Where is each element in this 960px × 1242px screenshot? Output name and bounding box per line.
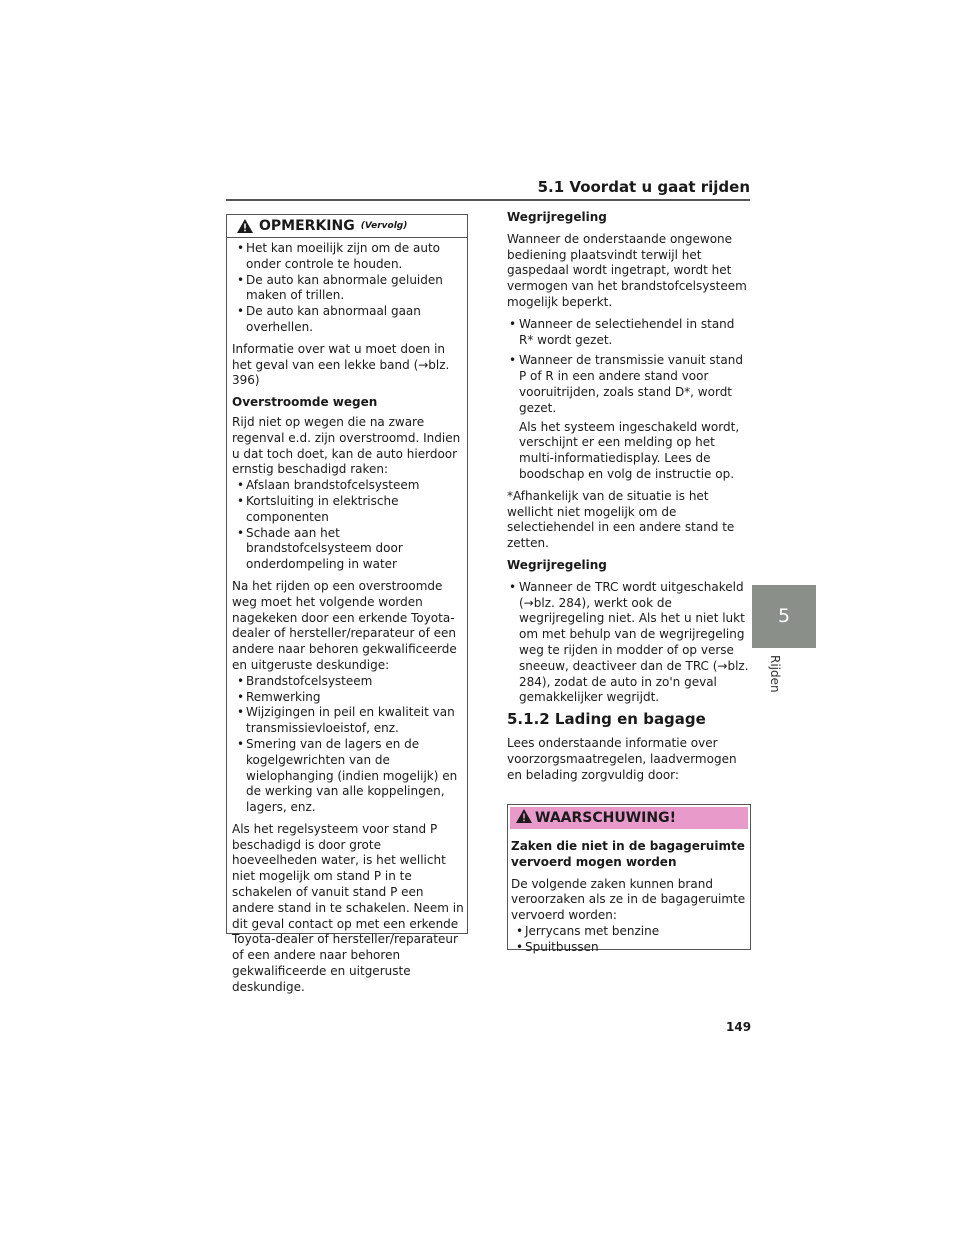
subheading: Wegrijregeling (507, 557, 607, 572)
notice-paragraph: Als het regelsysteem voor stand P beschadigd is door grote hoeveelheden water, is het wellicht niet mogelijk om stand P in te schakelen of vanuit stand P een andere stand in te schakelen. Neem in dit geval contact op met een erkende Toyota-dealer of hersteller/reparateur of een andere naar behoren gekwalificeerde en uitgeruste deskundige. (232, 821, 464, 994)
notice-title: OPMERKING (259, 218, 355, 234)
subheading: Wegrijregeling (507, 210, 607, 224)
paragraph: Als het systeem ingeschakeld wordt, verschijnt er een melding op het multi-informatiedisplay. Lees de boodschap en volg de instructie op. (519, 419, 740, 481)
notice-paragraph: Informatie over wat u moet doen in het geval van een lekke band (→blz. 396) (232, 341, 450, 388)
chapter-tab: 5 (752, 585, 816, 648)
warning-box (507, 804, 751, 954)
list-item: • Wanneer de selectiehendel in stand R* wordt gezet. (507, 317, 751, 349)
list-item: • Brandstofcelsysteem (232, 674, 464, 690)
paragraph: Lees onderstaande informatie over voorzorgsmaatregelen, laadvermogen en belading zorgvuldig door: (507, 735, 737, 782)
warning-triangle-icon (516, 809, 532, 827)
section-heading: 5.1.2 Lading en bagage (507, 710, 706, 729)
warning-bullets (511, 924, 747, 956)
list-item: • Schade aan het brandstofcelsysteem door onderdompeling in water (232, 526, 464, 573)
header-divider (226, 199, 750, 201)
list-item: • De auto kan abnormaal gaan overhellen. (232, 304, 464, 336)
list-item: • Afslaan brandstofcelsysteem (232, 478, 464, 494)
notice-bullets-1 (232, 241, 464, 336)
list-item: • Wanneer de TRC wordt uitgeschakeld (→blz. 284), werkt ook de wegrijregeling niet. Als het u niet lukt om met behulp van de wegrijregeling weg te rijden in modder of op verse sneeuw, deactiveer dan de TRC (→blz. 284), zodat de auto in zo'n geval gemakkelijker wegrijdt. (507, 580, 751, 706)
list-item: • Het kan moeilijk zijn om de auto onder controle te houden. (232, 241, 464, 273)
bullet-list (507, 580, 751, 706)
right-column (507, 210, 751, 789)
notice-paragraph: Rijd niet op wegen die na zware regenval e.d. zijn overstroomd. Indien u dat toch doet, kan de auto hierdoor ernstig beschadigd raken: (232, 414, 461, 477)
warning-triangle-icon (237, 219, 253, 237)
page-number: 149 (726, 1020, 752, 1034)
warning-heading: Zaken die niet in de bagageruimte vervoerd mogen worden (511, 839, 745, 869)
warning-paragraph: De volgende zaken kunnen brand veroorzaken als ze in de bagageruimte vervoerd worden: (511, 876, 746, 923)
notice-paragraph: Na het rijden op een overstroomde weg moet het volgende worden nagekeken door een erkende Toyota-dealer of hersteller/reparateur of een andere naar behoren gekwalificeerde en uitgeruste deskundige: (232, 578, 457, 672)
bullet-list (507, 317, 751, 417)
notice-bullets-2 (232, 478, 464, 573)
list-item: • Wanneer de transmissie vanuit stand P of R in een andere stand voor vooruitrijden, zoals stand D*, wordt gezet. (507, 353, 751, 416)
list-item: • Kortsluiting in elektrische componenten (232, 494, 464, 526)
warning-header (510, 807, 748, 829)
chapter-label: Rijden (768, 655, 782, 693)
list-item: • Remwerking (232, 690, 464, 706)
footnote: *Afhankelijk van de situatie is het wellicht niet mogelijk om de selectiehendel in een andere stand te zetten. (507, 488, 735, 551)
list-item: • Wijzigingen in peil en kwaliteit van transmissievloeistof, enz. (232, 705, 464, 737)
notice-header (227, 215, 467, 238)
list-item: • Spuitbussen (511, 940, 747, 956)
list-item: • Jerrycans met benzine (511, 924, 747, 940)
notice-subtitle: (Vervolg) (360, 221, 408, 231)
section-header-title: 5.1 Voordat u gaat rijden (537, 178, 750, 196)
notice-bullets-3 (232, 674, 464, 816)
paragraph: Wanneer de onderstaande ongewone bediening plaatsvindt terwijl het gaspedaal wordt ingetrapt, wordt het vermogen van het brandstofcelsysteem mogelijk beperkt. (507, 231, 747, 309)
list-item: • Smering van de lagers en de kogelgewrichten van de wielophanging (indien mogelijk) en de werking van alle koppelingen, lagers, enz. (232, 737, 464, 816)
notice-box (226, 214, 468, 994)
list-item: • De auto kan abnormale geluiden maken of trillen. (232, 273, 464, 305)
warning-title: WAARSCHUWING! (535, 810, 676, 826)
notice-heading: Overstroomde wegen (232, 395, 378, 410)
